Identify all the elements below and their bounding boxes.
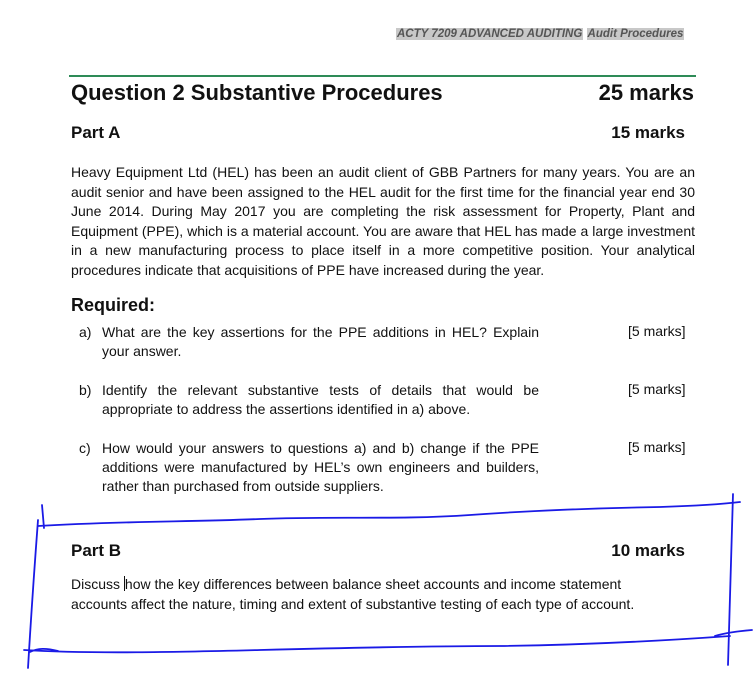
- question-letter: a): [79, 324, 92, 340]
- annotation-top-line: [38, 502, 740, 526]
- annotation-right-crossing: [715, 630, 752, 636]
- question-text: What are the key assertions for the PPE additions in HEL? Explain your answer.: [102, 324, 539, 359]
- question-a-marks: [5 marks]: [628, 323, 686, 339]
- part-a-paragraph: Heavy Equipment Ltd (HEL) has been an audit client of GBB Partners for many years. You are an audit senior and have been assigned to the HEL audit for the first time for the financial year end 30 June 2014. During May 2017 you are completing the risk assessment for Property, Plant and Equipment (PPE), which is a material account. You are aware that HEL has made a large investment in a new manufacturing process to place itself in a more competitive position. Your analytical procedures indicate that acquisitions of PPE have increased during the year.: [71, 164, 695, 278]
- question-b-marks: [5 marks]: [628, 381, 686, 397]
- question-text: Identify the relevant substantive tests of details that would be appropriate to address the assertions identified in a) above.: [102, 382, 539, 417]
- question-marks: 25 marks: [598, 80, 694, 105]
- annotation-right-line: [728, 494, 733, 665]
- question-letter: b): [79, 382, 92, 398]
- part-b-title: Part B: [71, 541, 122, 560]
- part-a-marks: 15 marks: [611, 123, 685, 142]
- question-text: How would your answers to questions a) and b) change if the PPE additions were manufactured by HEL’s own engineers and builders, rather than purchased from outside suppliers.: [102, 440, 539, 494]
- annotation-bottom-line: [24, 636, 730, 652]
- part-b-text-rest: how the key differences between balance sheet accounts and income statement accounts affect the nature, timing and extent of substantive testing of each type of account.: [71, 576, 635, 612]
- required-heading: Required:: [71, 295, 156, 315]
- annotation-top-left-tick: [42, 505, 44, 528]
- question-letter: c): [79, 440, 91, 456]
- question-title: Question 2 Substantive Procedures: [71, 80, 443, 105]
- section-title: Audit Procedures: [587, 28, 684, 40]
- course-title: ACTY 7209 ADVANCED AUDITING: [397, 28, 583, 40]
- part-a-title: Part A: [71, 123, 121, 142]
- part-b-marks: 10 marks: [611, 541, 685, 560]
- part-b-text-start: Discuss: [71, 576, 124, 592]
- question-c-marks: [5 marks]: [628, 439, 686, 455]
- annotation-left-line: [28, 520, 38, 668]
